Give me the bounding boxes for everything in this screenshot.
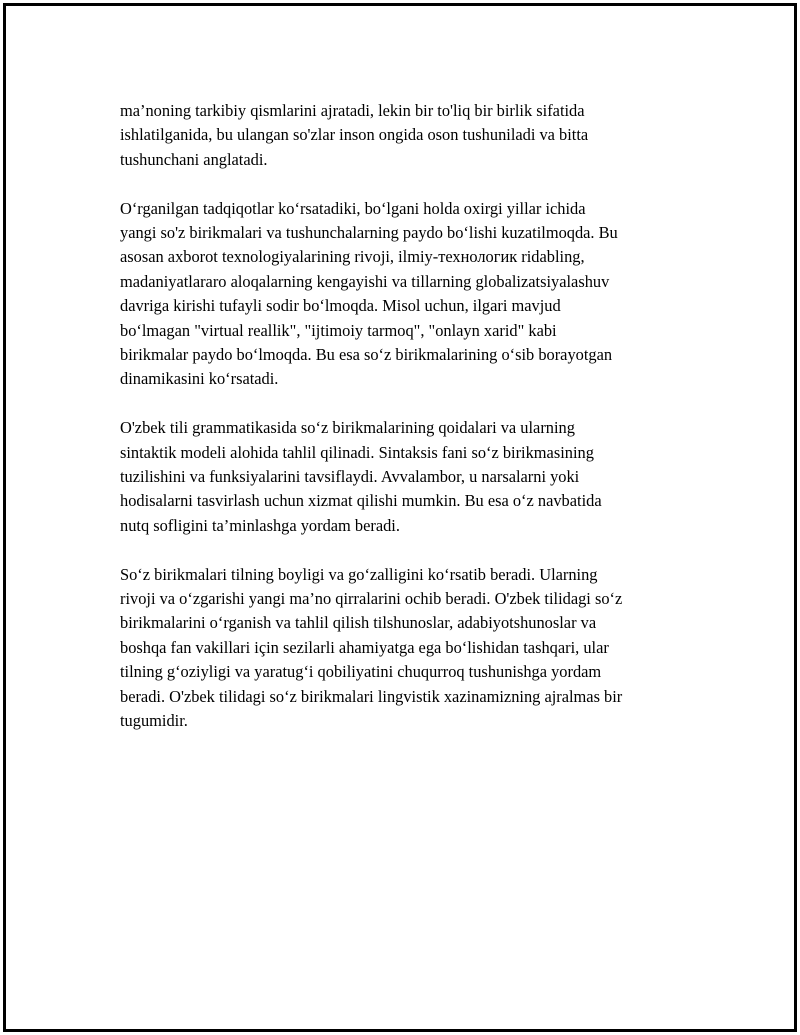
text-line: tuzilishini va funksiyalarini tavsiflaydi. Avvalambor, u narsalarni yoki	[120, 467, 580, 487]
document-page	[3, 3, 797, 1032]
text-line: tilning g‘oziyligi va yaratug‘i qobiliyatini chuqurroq tushunishga yordam	[120, 662, 602, 682]
text-line: davriga kirishi tufayli sodir bo‘lmoqda. Misol uchun, ilgari mavjud	[120, 296, 561, 316]
paragraph-3	[120, 416, 700, 538]
text-line: birikmalar paydo bo‘lmoqda. Bu esa so‘z birikmalarining o‘sib borayotgan	[120, 345, 613, 365]
text-line: asosan axborot texnologiyalarining rivoji, ilmiy-технологик ridabling,	[120, 247, 585, 267]
text-line: ishlatilganida, bu ulangan so'zlar inson ongida oson tushuniladi va bitta	[120, 125, 589, 145]
text-line: madaniyatlararo aloqalarning kengayishi va tillarning globalizatsiyalashuv	[120, 271, 610, 291]
text-line: nutq sofligini ta’minlashga yordam beradi.	[120, 515, 400, 535]
paragraph-2	[120, 197, 700, 392]
text-line: boshqa fan vakillari için sezilarli ahamiyatga ega bo‘lishidan tashqari, ular	[120, 637, 609, 657]
text-line: tugumidir.	[120, 711, 188, 731]
text-line: ma’noning tarkibiy qismlarini ajratadi, lekin bir to'liq bir birlik sifatida	[120, 101, 585, 120]
text-line: hodisalarni tasvirlash uchun xizmat qilishi mumkin. Bu esa o‘z navbatida	[120, 491, 602, 511]
text-line: birikmalarini o‘rganish va tahlil qilish tilshunoslar, adabiyotshunoslar va	[120, 613, 597, 633]
text-line: dinamikasini ko‘rsatadi.	[120, 369, 279, 389]
text-line: rivoji va o‘zgarishi yangi ma’no qirralarini ochib beradi. O'zbek tilidagi so‘z	[120, 589, 623, 609]
text-line: tushunchani anglatadi.	[120, 149, 268, 169]
text-line: O'zbek tili grammatikasida so‘z birikmalarining qoidalari va ularning	[120, 418, 575, 438]
text-line: beradi. O'zbek tilidagi so‘z birikmalari lingvistik xazinamizning ajralmas bir	[120, 686, 623, 706]
text-line: bo‘lmagan "virtual reallik", "ijtimoiy tarmoq", "onlayn xarid" kabi	[120, 320, 557, 340]
paragraph-1	[120, 99, 700, 172]
text-line: sintaktik modeli alohida tahlil qilinadi. Sintaksis fani so‘z birikmasining	[120, 442, 594, 462]
text-line: O‘rganilgan tadqiqotlar ko‘rsatadiki, bo‘lgani holda oxirgi yillar ichida	[120, 198, 586, 218]
paragraph-4	[120, 563, 700, 734]
document-body	[120, 99, 700, 758]
text-line: yangi so'z birikmalari va tushunchalarning paydo bo‘lishi kuzatilmoqda. Bu	[120, 223, 618, 243]
text-line: So‘z birikmalari tilning boyligi va go‘zalligini ko‘rsatib beradi. Ularning	[120, 564, 598, 584]
